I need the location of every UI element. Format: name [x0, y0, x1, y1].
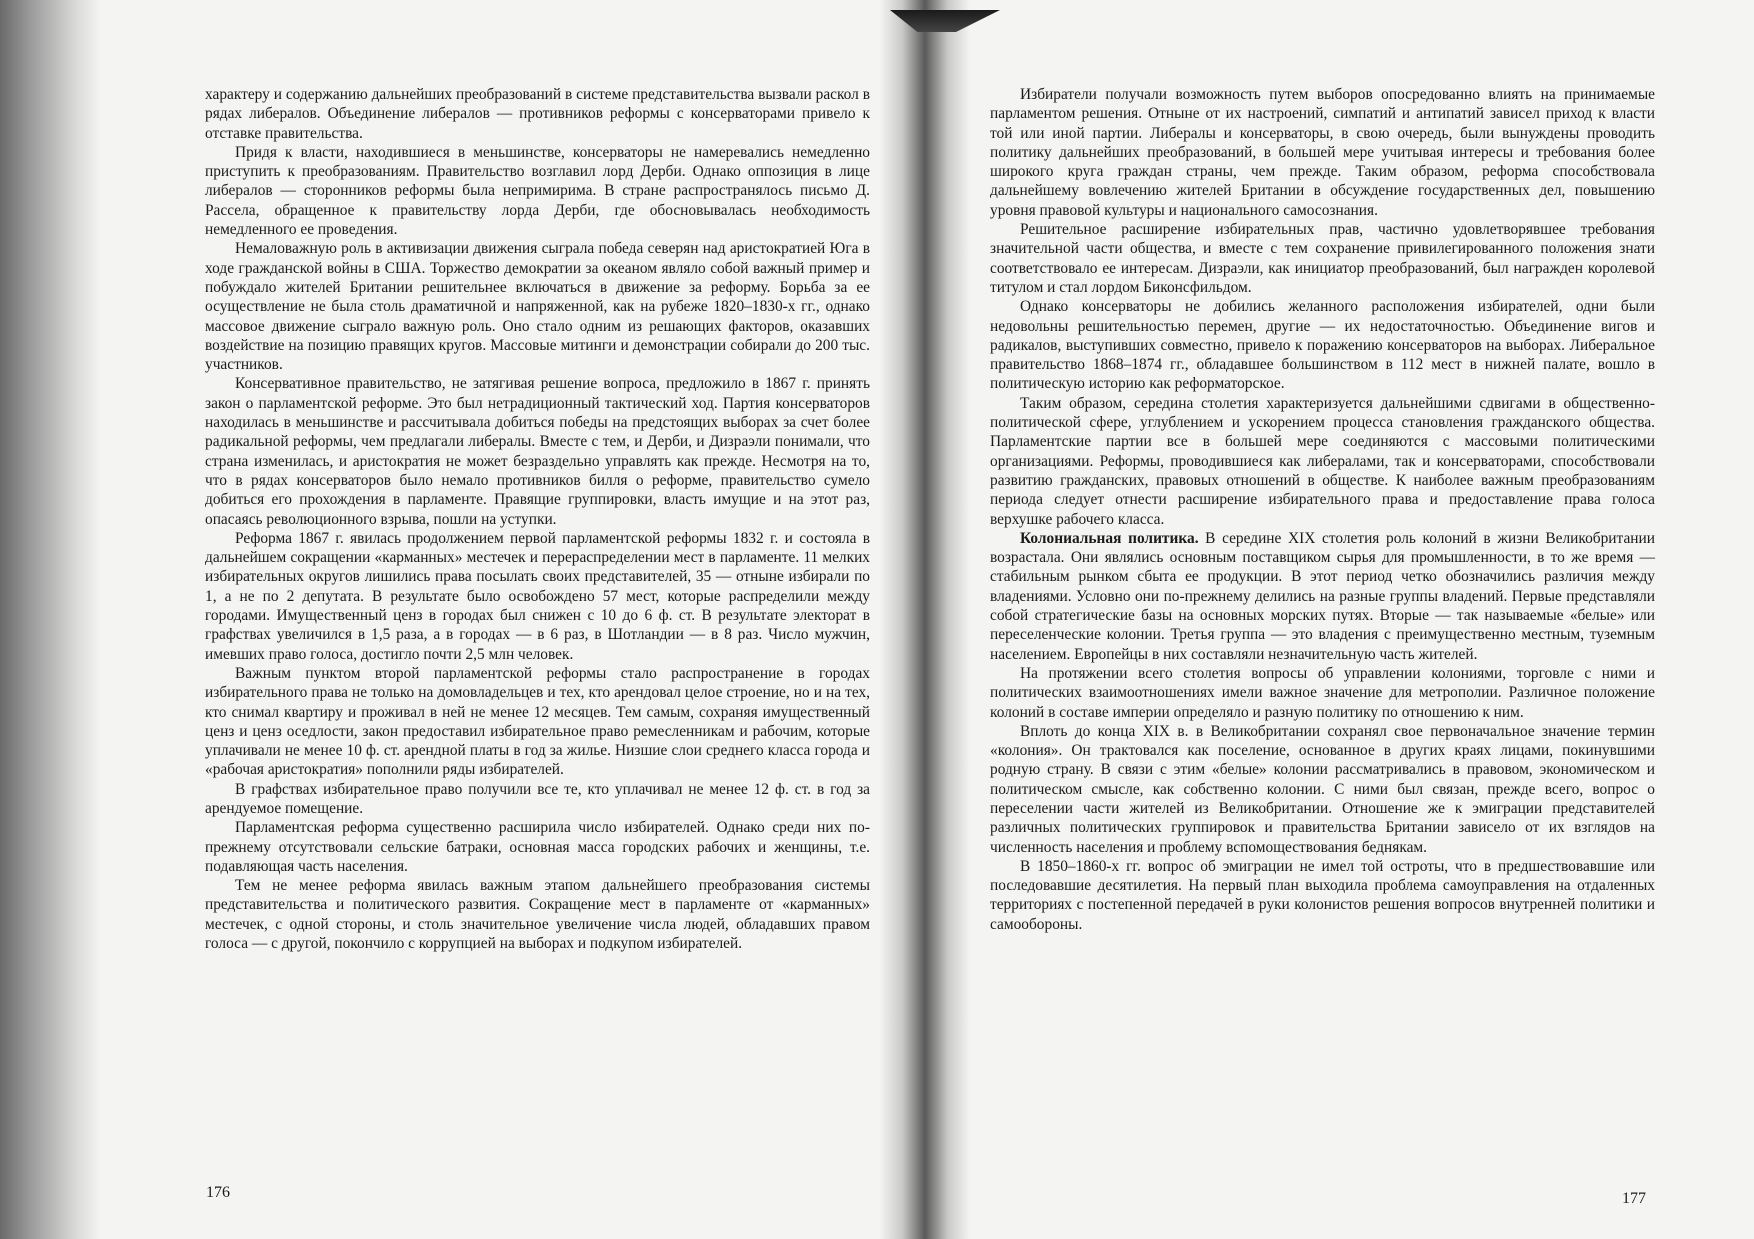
paragraph: Избиратели получали возможность путем выборов опосредованно влиять на принимаемые парламентом решения. Отныне от их настроений, симпатий и антипатий зависел приход к власти той или иной партии. Либералы и консерваторы, в свою очередь, были вынуждены проводить политику дальнейших преобразований, в большей мере учитывая интересы и требования более широкого круга граждан страны, чем прежде. Таким образом, реформа способствовала дальнейшему вовлечению жителей Британии в обсуждение государственных дел, повышению уровня правовой культуры и национального самосознания.	[990, 86, 1655, 219]
paragraph: Важным пунктом второй парламентской реформы стало распространение в городах избирательного права не только на домовладельцев и тех, кто арендовал целое строение, но и на тех, кто снимал квартиру и проживал в ней не менее 12 месяцев. Тем самым, сохраняя имущественный ценз и ценз оседлости, закон предоставил избирательное право ремесленникам и рабочим, которые уплачивали не менее 10 ф. ст. арендной платы в год за жилье. Низшие слои среднего класса города и «рабочая аристократия» пополнили ряды избирателей.	[205, 664, 870, 779]
page-number-left: 176	[206, 1184, 230, 1201]
right-page	[990, 85, 1655, 934]
colonial-paragraph	[990, 529, 1655, 664]
paragraph: Вплоть до конца XIX в. в Великобритании сохранял свое первоначальное значение термин «колония». Он трактовался как поселение, основанное в других краях лицами, покинувшими родную страну. В связи с этим «белые» колонии рассматривались в правовом, экономическом и политическом смысле, как собственно колонии. С ними был связан, прежде всего, вопрос о переселении части жителей из Великобритании. Отношение же к эмиграции представителей различных политических группировок и правительства Британии зависело от их взглядов на численность населения и проблему вспомоществования беднякам.	[990, 722, 1655, 856]
paragraph: Консервативное правительство, не затягивая решение вопроса, предложило в 1867 г. принять закон о парламентской реформе. Это был нетрадиционный тактический ход. Партия консерваторов находилась в меньшинстве и рассчитывала добиться победы на предстоящих выборах за счет более радикальной реформы, чем предлагали либералы. Вместе с тем, и Дерби, и Дизраэли понимали, что страна изменилась, и аристократия не может безраздельно управлять как прежде. Несмотря на то, что в рядах консерваторов было немало противников билля о реформе, правительство сумело добиться его прохождения в парламенте. Правящие группировки, власть имущие и на этот раз, опасаясь революционного взрыва, пошли на уступки.	[205, 375, 870, 528]
paragraph: Тем не менее реформа явилась важным этапом дальнейшего преобразования системы представительства и политического развития. Сокращение мест в парламенте от «карманных» местечек, с одной стороны, и столь значительное увеличение числа людей, обладавших правом голоса — с другой, покончило с коррупцией на выборах и подкупом избирателей.	[205, 877, 870, 953]
paragraph: характеру и содержанию дальнейших преобразований в системе представительства вызвали раскол в рядах либералов. Объединение либералов — противников реформы с консерваторами привело к отставке правительства.	[205, 86, 870, 142]
page-number-right: 177	[1622, 1190, 1646, 1207]
paragraph: Реформа 1867 г. явилась продолжением первой парламентской реформы 1832 г. и состояла в дальнейшем сокращении «карманных» местечек и перераспределении мест в парламенте. 11 мелких избирательных округов лишились права посылать своих представителей, 35 — отныне избирали по 1, а не по 2 депутата. В результате было освобождено 57 мест, которые распределили между городами. Имущественный ценз в городах был снижен с 10 до 6 ф. ст. В результате электорат в графствах увеличился в 1,5 раза, а в городах — в 6 раз, в Шотландии — в 8 раз. Число мужчин, имевших право голоса, достигло почти 2,5 млн человек.	[205, 529, 870, 663]
paragraph: В 1850–1860-х гг. вопрос об эмиграции не имел той остроты, что в предшествовавшие или последовавшие десятилетия. На первый план выходила проблема самоуправления на отдаленных территориях с постепенной передачей в руки колонистов решения вопросов внутренней политики и самообороны.	[990, 857, 1655, 933]
left-page	[205, 85, 870, 953]
book-gutter-shadow	[880, 0, 970, 1239]
page-edge-shadow	[0, 0, 100, 1239]
section-heading: Колониальная политика.	[1020, 529, 1199, 547]
paragraph: Немаловажную роль в активизации движения сыграла победа северян над аристократией Юга в ходе гражданской войны в США. Торжество демократии за океаном являло собой важный пример и побуждало жителей Британии решительнее включаться в движение за реформу. Борьба за ее осуществление не была столь драматичной и напряженной, как на рубеже 1820–1830-х гг., однако массовое движение сыграло важную роль. Оно стало одним из решающих факторов, оказавших воздействие на позицию правящих кругов. Массовые митинги и демонстрации собирали до 200 тыс. участников.	[205, 240, 870, 374]
paragraph: Парламентская реформа существенно расширила число избирателей. Однако среди них по-прежнему отсутствовали сельские батраки, основная масса городских рабочих и женщины, т.е. подавляющая часть населения.	[205, 819, 870, 875]
paragraph: Решительное расширение избирательных прав, частично удовлетворявшее требования значительной части общества, и вместе с тем сохранение привилегированного положения знати соответствовало ее интересам. Дизраэли, как инициатор преобразований, был награжден королевой титулом и стал лордом Биконсфильдом.	[990, 221, 1655, 296]
paragraph: На протяжении всего столетия вопросы об управлении колониями, торговле с ними и политических взаимоотношениях имели важное значение для метрополии. Различное положение колоний в составе империи определяло и разную политику по отношению к ним.	[990, 664, 1655, 721]
section-text: В середине XIX столетия роль колоний в жизни Великобритании возрастала. Они являлись основным поставщиком сырья для промышленности, в то же время — стабильным рынком сбыта ее продукции. В этот период четко обозначились различия между владениями. Условно они по-прежнему делились на разные группы владений. Первые представляли собой стратегические базы на основных морских путях. Вторые — так называемые «белые» или переселенческие колонии. Третья группа — это владения с преимущественно местным, туземным населением. Европейцы в них составляли незначительную часть жителей.	[990, 529, 1655, 663]
paragraph: В графствах избирательное право получили все те, кто уплачивал не менее 12 ф. ст. в год за арендуемое помещение.	[205, 780, 870, 817]
paragraph: Придя к власти, находившиеся в меньшинстве, консерваторы не намеревались немедленно приступить к преобразованиям. Правительство возглавил лорд Дерби. Однако оппозиция в лице либералов — сторонников реформы была непримирима. В стране распространялось письмо Д. Рассела, обращенное к правительству лорда Дерби, где обосновывалась необходимость немедленного ее проведения.	[205, 143, 870, 239]
paragraph: Таким образом, середина столетия характеризуется дальнейшими сдвигами в общественно-политической сфере, углублением и ускорением процесса становления гражданского общества. Парламентские партии все в большей мере соединяются с массовыми политическими организациями. Реформы, проводившиеся как либералами, так и консерваторами, способствовали развитию гражданских, правовых отношений в обществе. К наиболее важным преобразованиям периода следует отнести расширение избирательного права и предоставление права голоса верхушке рабочего класса.	[990, 394, 1655, 528]
paragraph: Однако консерваторы не добились желанного расположения избирателей, одни были недовольны решительностью перемен, другие — их недостаточностью. Объединение вигов и радикалов, выступивших совместно, привело к поражению консерваторов на выборах. Либеральное правительство 1868–1874 гг., обладавшее большинством в 112 мест в нижней палате, вошло в политическую историю как реформаторское.	[990, 298, 1655, 393]
